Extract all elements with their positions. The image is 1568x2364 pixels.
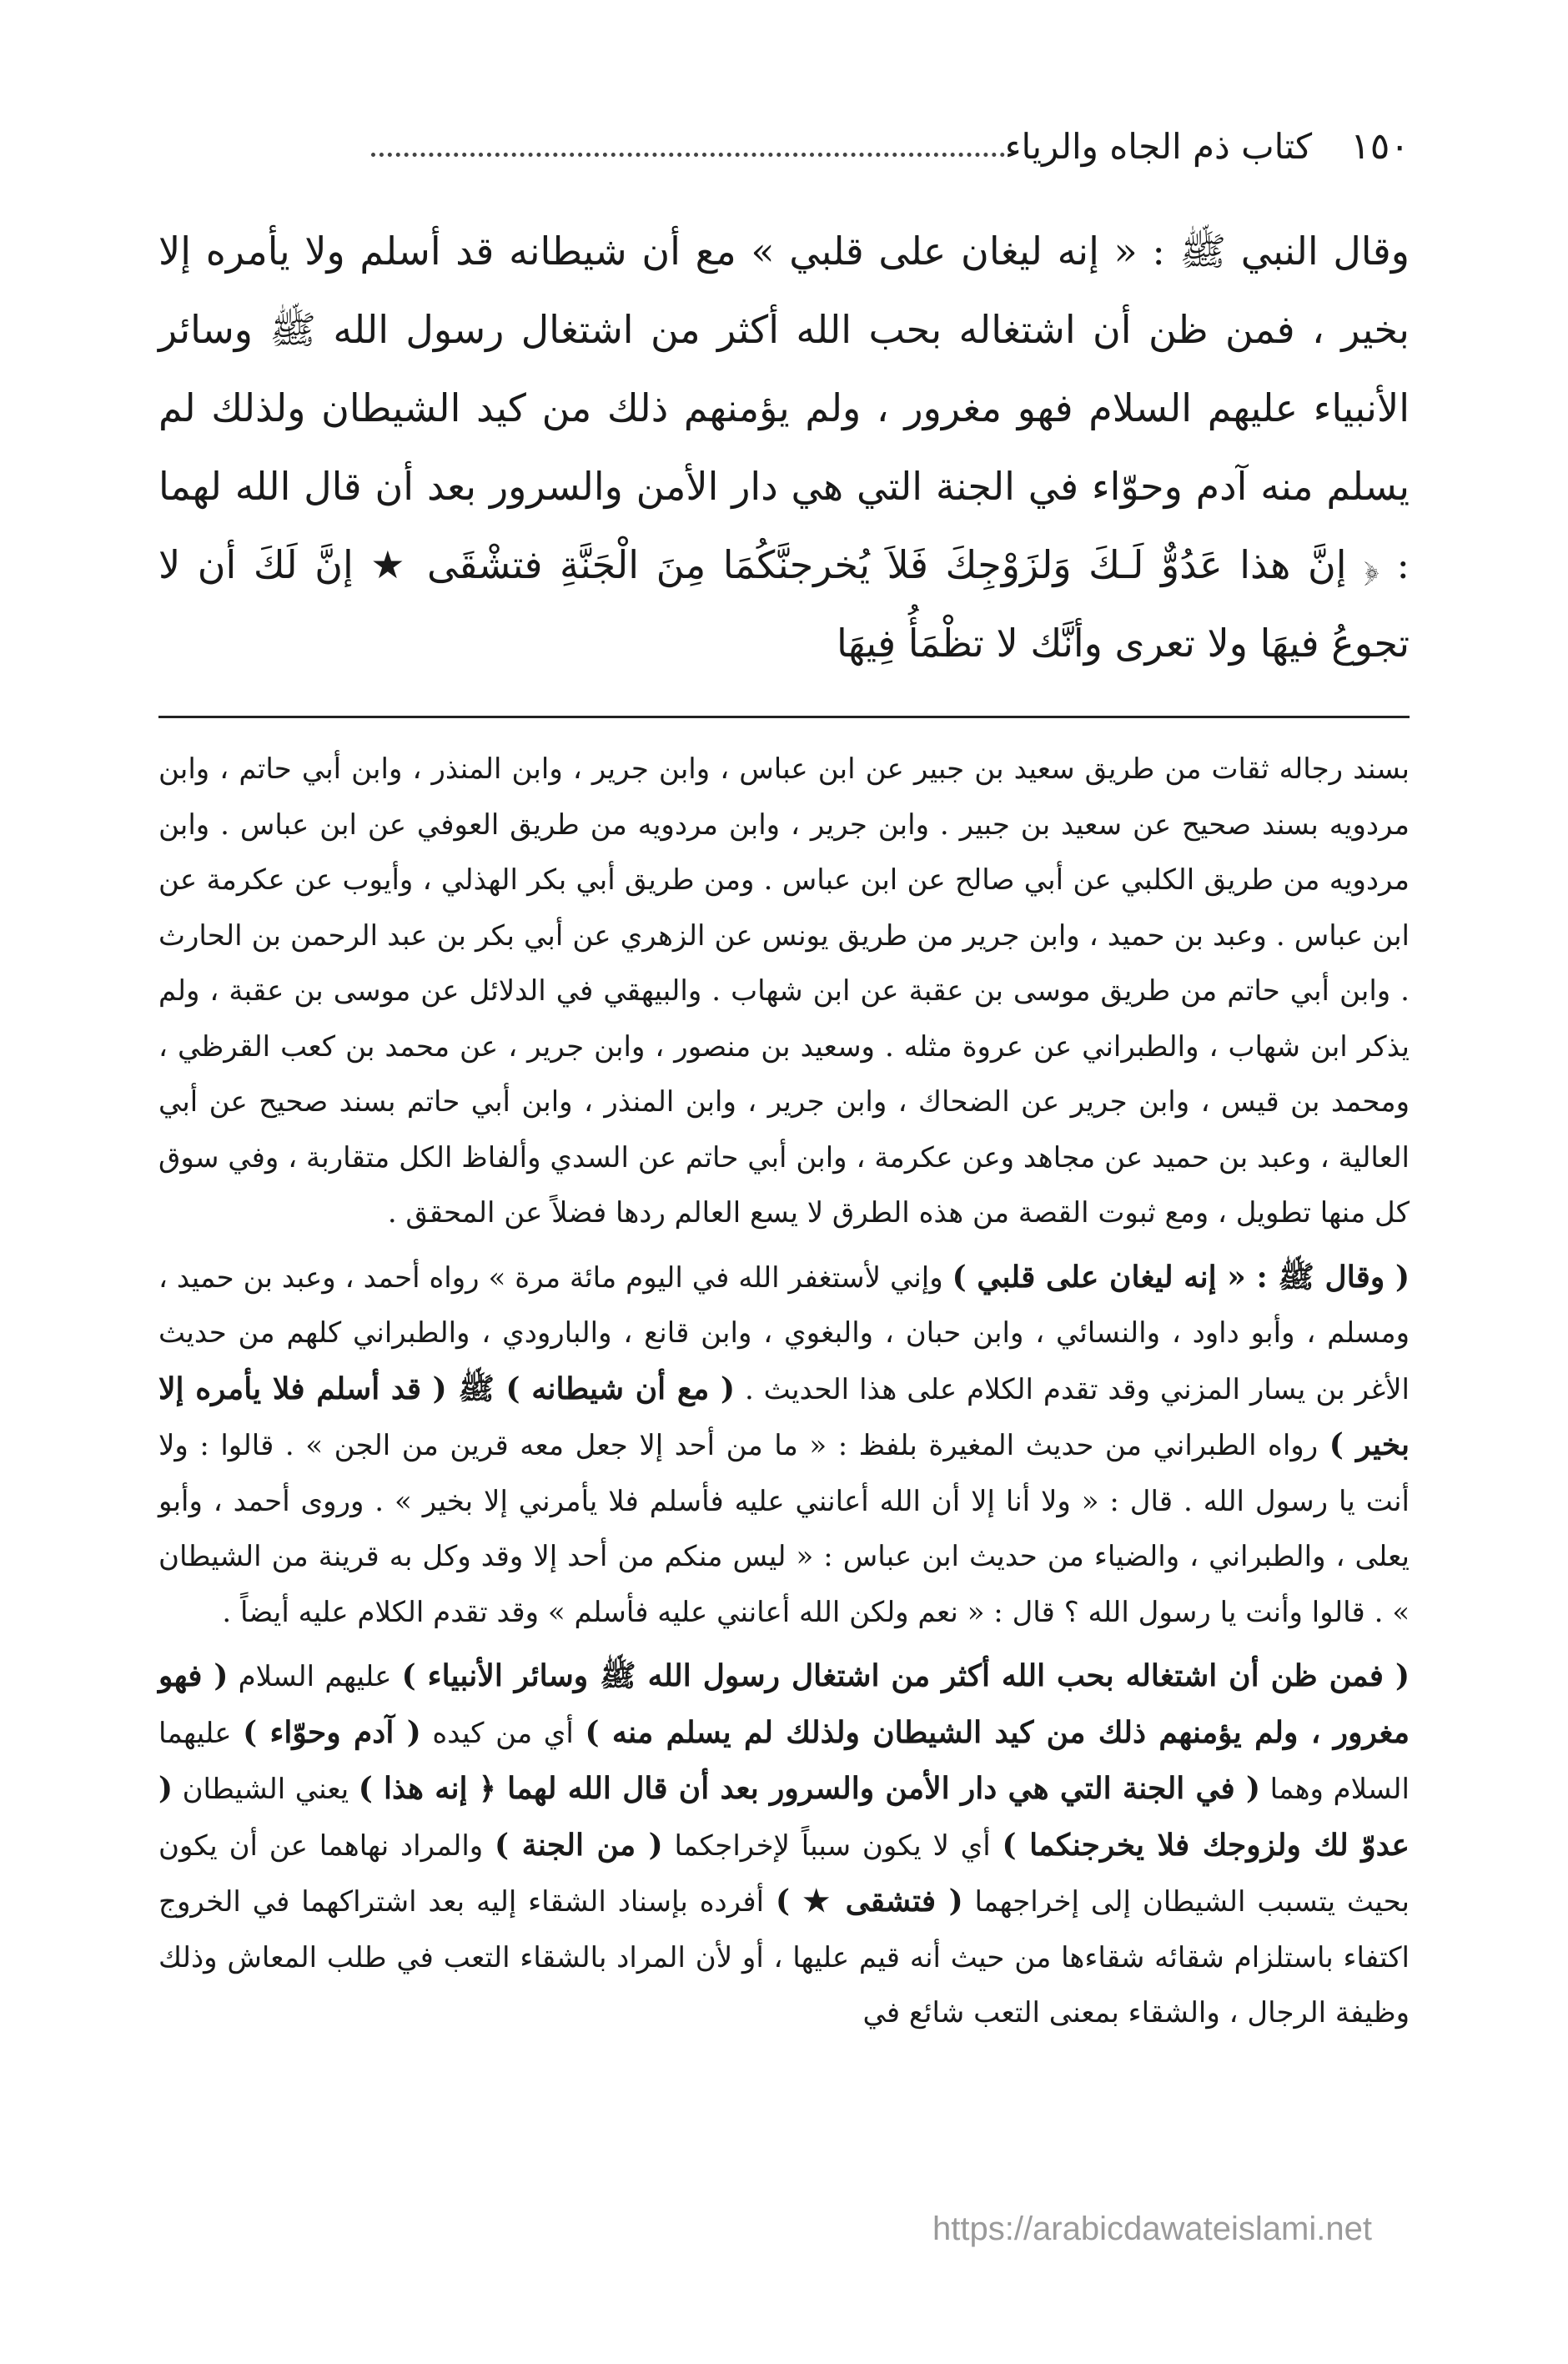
quoted-matn: ( آدم وحوّاء ) <box>243 1714 421 1750</box>
commentary-text: عليهما السلام وهما <box>158 1716 1410 1806</box>
chapter-title: كتاب ذم الجاه والرياء <box>1004 126 1313 167</box>
quoted-matn: ( عدوّ لك ولزوجك فلا يخرجنكما ) <box>158 1771 1410 1863</box>
commentary <box>158 742 1410 2041</box>
commentary-text: أفرده بإسناد الشقاء إليه بعد اشتراكهما في الخروج اكتفاء باستلزام شقائه شقاءها من حيث أنه قيم عليها ، أو لأن المراد بالشقاء التعب في طلب المعاش وذلك وظيفة الرجال ، والشقاء بمعنى التعب شائع في <box>158 1885 1410 2030</box>
quoted-matn: ( وقال ﷺ : « إنه ليغان على قلبي ) <box>952 1259 1410 1295</box>
commentary-text: عليهم السلام <box>228 1660 402 1693</box>
quoted-matn: ( من الجنة ) <box>495 1827 663 1863</box>
commentary-text: والمراد نهاهما عن أن يكون بحيث يتسبب الشيطان إلى إخراجهما <box>158 1828 1410 1919</box>
commentary-paragraph-3 <box>158 1648 1410 2041</box>
main-paragraph: وقال النبي ﷺ : « إنه ليغان على قلبي » مع أن شيطانه قد أسلم ولا يأمره إلا بخير ، فمن ظن أن اشتغاله بحب الله أكثر من اشتغال رسول الله ﷺ وسائر الأنبياء عليهم السلام فهو مغرور ، ولم يؤمنهم ذلك من كيد الشيطان ولذلك لم يسلم منه آدم وحوّاء في الجنة التي هي دار الأمن والسرور بعد أن قال الله لهما : ﴿ إنَّ هذا عَدُوٌّ لَـكَ وَلزَوْجِكَ فَلاَ يُخرجنَّكُمَا مِنَ الْجَنَّةِ فتشْقَى ★ إنَّ لَكَ أن لا تجوعُ فيهَا ولا تعرى وأنَّك لا تظْمَأُ فِيهَا <box>158 229 1410 666</box>
main-text <box>158 212 1410 682</box>
page-number: ١٥٠ <box>1350 125 1410 168</box>
commentary-paragraph-1: بسند رجاله ثقات من طريق سعيد بن جبير عن ابن عباس ، وابن جرير ، وابن المنذر ، وابن أبي حاتم ، وابن مردويه بسند صحيح عن سعيد بن جبير . وابن جرير ، وابن مردويه من طريق العوفي عن ابن عباس . وابن مردويه من طريق الكلبي عن أبي صالح عن ابن عباس . ومن طريق أبي بكر الهذلي ، وأيوب عن عكرمة عن ابن عباس . وعبد بن حميد ، وابن جرير من طريق يونس عن الزهري عن أبي بكر بن عبد الرحمن بن الحارث . وابن أبي حاتم من طريق موسى بن عقبة عن ابن شهاب . والبيهقي في الدلائل عن موسى بن عقبة ، ولم يذكر ابن شهاب ، والطبراني عن عروة مثله . وسعيد بن منصور ، وابن جرير ، عن محمد بن كعب القرظي ، ومحمد بن قيس ، وابن جرير عن الضحاك ، وابن جرير ، وابن المنذر ، وابن أبي حاتم بسند صحيح عن أبي العالية ، وعبد بن حميد عن مجاهد وعن عكرمة ، وابن أبي حاتم عن السدي وألفاظ الكل متقاربة ، وفي سوق كل منها تطويل ، ومع ثبوت القصة من هذه الطرق لا يسع العالم ردها فضلاً عن المحقق . <box>158 752 1410 1230</box>
quoted-matn: ( فمن ظن أن اشتغاله بحب الله أكثر من اشتغال رسول الله ﷺ وسائر الأنبياء ) <box>401 1658 1410 1693</box>
watermark-url: https://arabicdawateislami.net <box>932 2211 1372 2247</box>
book-page <box>158 125 1410 2041</box>
quoted-matn: ( فهو مغرور ، ولم يؤمنهم ذلك من كيد الشيطان ولذلك لم يسلم منه ) <box>158 1658 1410 1750</box>
header-dotted-leader <box>371 153 1005 157</box>
commentary-text: رواه الطبراني من حديث المغيرة بلفظ : « ما من أحد إلا جعل معه قرين من الجن » . قالوا : ولا أنت يا رسول الله . قال : « ولا أنا إلا أن الله أعانني عليه فأسلم فلا يأمرني إلا بخير » . وروى أحمد ، وأبو يعلى ، والطبراني ، والضياء من حديث ابن عباس : « ليس منكم من أحد إلا وقد وكل به قرينة من الشيطان » . قالوا وأنت يا رسول الله ؟ قال : « نعم ولكن الله أعانني عليه فأسلم » وقد تقدم الكلام عليه أيضاً . <box>158 1429 1410 1629</box>
running-header <box>158 125 1410 184</box>
commentary-text: وإني لأستغفر الله في اليوم مائة مرة » رواه أحمد ، وعبد بن حميد ، ومسلم ، وأبو داود ، والنسائي ، وابن حبان ، والبغوي ، وابن قانع ، والبارودي ، والطبراني كلهم من حديث الأغر بن يسار المزني وقد تقدم الكلام على هذا الحديث . <box>158 1260 1410 1406</box>
footnote-separator <box>158 716 1410 718</box>
quoted-matn: ( مع أن شيطانه ) ﷺ ( قد أسلم فلا يأمره إلا بخير ) <box>158 1371 1410 1462</box>
quoted-matn: ( فتشقى ★ ) <box>776 1884 963 1919</box>
commentary-text: أي لا يكون سبباً لإخراجكما <box>662 1828 1003 1863</box>
quoted-matn: ( في الجنة التي هي دار الأمن والسرور بعد أن قال الله لهما ﴿ إنه هذا ) <box>358 1771 1261 1806</box>
commentary-paragraph-2 <box>158 1250 1410 1641</box>
commentary-text: أي من كيده <box>420 1716 585 1750</box>
commentary-text: يعني الشيطان <box>173 1773 359 1806</box>
